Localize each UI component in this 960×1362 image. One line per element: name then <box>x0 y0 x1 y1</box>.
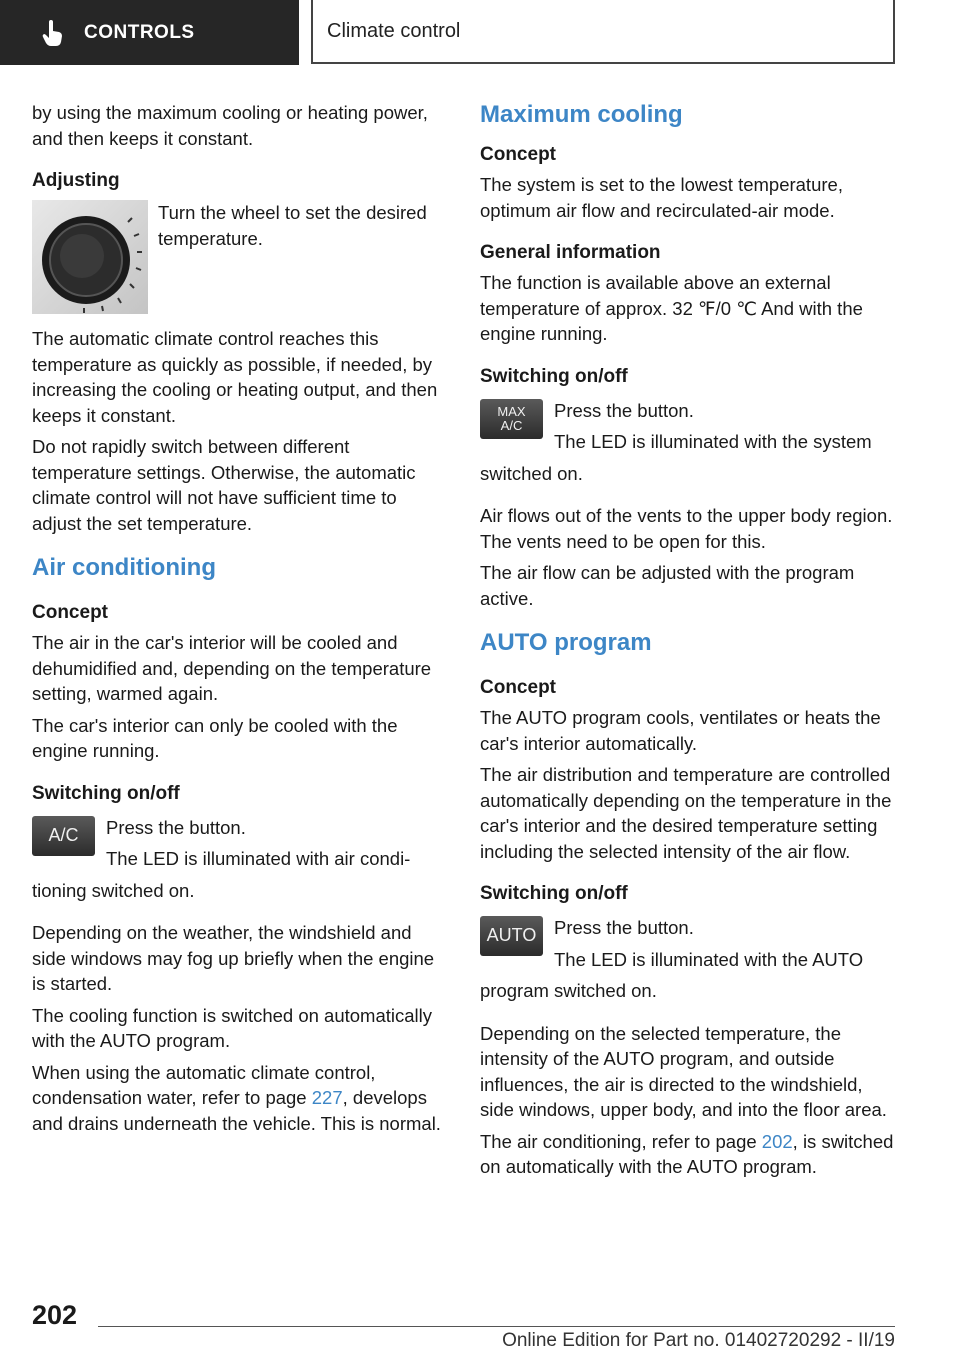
page-link-202[interactable]: 202 <box>761 1130 793 1152</box>
section-title: Climate control <box>327 19 461 42</box>
maximum-cooling-heading: Maximum cooling <box>480 101 683 128</box>
left-column <box>32 100 446 1142</box>
auto-led-text: The LED is illuminated with the AUTO <box>554 948 864 970</box>
footer-divider <box>98 1326 895 1327</box>
max-press-text: Press the button. <box>554 399 694 421</box>
condensation-text: When using the automatic climate control, condensation water, refer to page <box>32 1061 376 1108</box>
auto-button-row <box>480 915 894 978</box>
flows-paragraph: Air flows out of the vents to the upper body region. The vents need to be open for this. <box>480 505 893 552</box>
concept-paragraph: The air in the car's interior will be cooled and dehumidified and, depending on the temperature setting, warmed again. <box>32 632 432 704</box>
max-led-continued: switched on. <box>480 462 583 484</box>
page-footer <box>0 1296 960 1362</box>
adjusting-heading: Adjusting <box>32 170 120 191</box>
concept-heading: Concept <box>480 144 556 165</box>
adjust-text: Turn the wheel to set the desired temperature. <box>158 202 427 249</box>
ac-auto-text-end: , is switched on automatically with the AUTO program. <box>480 1130 894 1177</box>
cooling-auto-paragraph: The cooling function is switched on automatically with the AUTO program. <box>32 1004 433 1051</box>
pointing-hand-icon <box>42 20 64 46</box>
auto-button-image[interactable] <box>480 916 543 956</box>
switching-heading: Switching on/off <box>480 365 628 387</box>
auto-program-heading: AUTO program <box>480 629 652 656</box>
auto-concept-paragraph: The AUTO program cools, ventilates or heats the car's interior automatically. <box>480 707 881 754</box>
auto-button-label: AUTO <box>486 925 537 946</box>
weather-paragraph: Depending on the weather, the windshield and side windows may fog up briefly when the engine is started. <box>32 922 435 994</box>
general-paragraph: The function is available above an external temperature of approx. 32 ℉/0 ℃ And with the engine running. <box>480 272 863 344</box>
max-led-text: The LED is illuminated with the system <box>554 431 872 452</box>
auto-distribution-paragraph: The air distribution and temperature are controlled automatically depending on the temperature in the car's interior and the desired temperature setting including the selected intensity of the air flow. <box>480 764 892 862</box>
auto-button-text <box>554 915 863 978</box>
switching-heading: Switching on/off <box>32 782 180 804</box>
chapter-tab[interactable] <box>0 0 299 65</box>
ac-auto-text: The air conditioning, refer to page <box>480 1130 762 1152</box>
concept-heading: Concept <box>32 602 108 623</box>
ac-button-text <box>106 815 410 878</box>
page-number: 202 <box>32 1300 78 1330</box>
max-button-row <box>480 398 894 461</box>
max-button-text <box>554 398 872 461</box>
condensation-text-end: , develops and drains underneath the vehicle. This is normal. <box>32 1087 441 1134</box>
auto-led-continued: program switched on. <box>480 980 657 1001</box>
temperature-wheel-icon <box>32 200 148 314</box>
chapter-label: CONTROLS <box>84 21 195 43</box>
edition-text: Online Edition for Part no. 01402720292 - II/19 <box>502 1330 895 1351</box>
reaches-paragraph: The automatic climate control reaches this temperature as quickly as possible, if needed, by increasing the cooling or heating output, and then keeps it constant. <box>32 328 438 426</box>
ac-led-continued: tioning switched on. <box>32 879 195 901</box>
temperature-wheel-image <box>32 200 148 314</box>
depending-paragraph: Depending on the selected temperature, the intensity of the AUTO program, and outside influences, the air is directed to the windshield, side windows, upper body, and into the floor area. <box>480 1022 887 1120</box>
ac-button-label: A/C <box>48 824 79 845</box>
ac-button-row <box>32 815 446 878</box>
concept-heading-auto: Concept <box>480 677 556 698</box>
ac-button-image[interactable] <box>32 816 95 856</box>
page-link-227[interactable]: 227 <box>311 1087 343 1108</box>
adjust-figure-row <box>32 200 446 314</box>
max-button-line1: MAX <box>497 403 526 419</box>
intro-paragraph: by using the maximum cooling or heating power, and then keeps it constant. <box>32 102 428 149</box>
ac-led-text: The LED is illuminated with air condi- <box>106 848 411 869</box>
air-conditioning-heading: Air conditioning <box>32 554 216 581</box>
max-ac-button-image[interactable] <box>480 399 543 439</box>
ac-press-text: Press the button. <box>106 816 246 838</box>
cooled-paragraph: The car's interior can only be cooled with the engine running. <box>32 714 398 761</box>
condensation-paragraph <box>32 1060 446 1137</box>
general-information-heading: General information <box>480 242 661 263</box>
max-button-line2: A/C <box>500 417 523 433</box>
adjust-flow-paragraph: The air flow can be adjusted with the program active. <box>480 562 855 609</box>
auto-press-text: Press the button. <box>554 917 694 938</box>
ac-auto-paragraph <box>480 1129 894 1180</box>
right-column <box>480 100 894 1186</box>
switching-heading-auto: Switching on/off <box>480 883 628 904</box>
section-title-box <box>311 0 895 64</box>
page-header <box>0 0 960 66</box>
max-concept-paragraph: The system is set to the lowest temperature, optimum air flow and recirculated-air mode. <box>480 174 843 221</box>
rapid-switch-paragraph: Do not rapidly switch between different temperature settings. Otherwise, the automatic climate control will not have sufficient time to adjust the set temperature. <box>32 436 416 534</box>
